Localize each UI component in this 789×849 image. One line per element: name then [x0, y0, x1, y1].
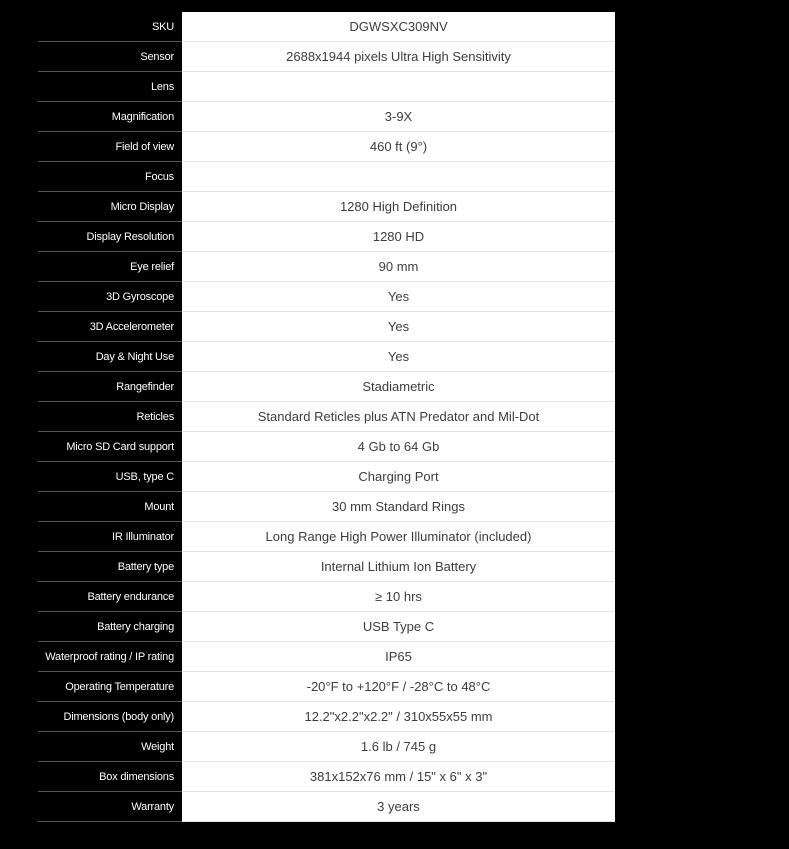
spec-value: 4 Gb to 64 Gb [182, 432, 615, 462]
spec-label: Weight [38, 732, 182, 762]
spec-label: 3D Accelerometer [38, 312, 182, 342]
spec-value [182, 72, 615, 102]
spec-label: Battery endurance [38, 582, 182, 612]
table-row [38, 612, 615, 642]
table-row [38, 702, 615, 732]
table-row [38, 762, 615, 792]
spec-value: 3-9X [182, 102, 615, 132]
spec-label: Sensor [38, 42, 182, 72]
spec-value: 1.6 lb / 745 g [182, 732, 615, 762]
table-row [38, 492, 615, 522]
table-row [38, 12, 615, 42]
spec-value: DGWSXC309NV [182, 12, 615, 42]
spec-value: Yes [182, 312, 615, 342]
spec-label: Field of view [38, 132, 182, 162]
spec-label: Micro SD Card support [38, 432, 182, 462]
spec-label: Display Resolution [38, 222, 182, 252]
table-row [38, 342, 615, 372]
table-row [38, 102, 615, 132]
spec-label: Box dimensions [38, 762, 182, 792]
table-row [38, 732, 615, 762]
table-row [38, 642, 615, 672]
spec-label: Focus [38, 162, 182, 192]
spec-label: Day & Night Use [38, 342, 182, 372]
table-row [38, 282, 615, 312]
spec-label: Dimensions (body only) [38, 702, 182, 732]
spec-value: -20°F to +120°F / -28°C to 48°C [182, 672, 615, 702]
spec-value: 12.2"x2.2"x2.2" / 310x55x55 mm [182, 702, 615, 732]
table-row [38, 72, 615, 102]
spec-value [182, 162, 615, 192]
table-row [38, 42, 615, 72]
spec-value: Charging Port [182, 462, 615, 492]
spec-value: Yes [182, 282, 615, 312]
spec-label: 3D Gyroscope [38, 282, 182, 312]
spec-label: Micro Display [38, 192, 182, 222]
spec-value: 3 years [182, 792, 615, 822]
spec-label: Magnification [38, 102, 182, 132]
spec-value: 2688x1944 pixels Ultra High Sensitivity [182, 42, 615, 72]
spec-label: Lens [38, 72, 182, 102]
spec-label: IR Illuminator [38, 522, 182, 552]
spec-value: 381x152x76 mm / 15" x 6" x 3" [182, 762, 615, 792]
spec-value: Stadiametric [182, 372, 615, 402]
spec-value: 30 mm Standard Rings [182, 492, 615, 522]
table-row [38, 792, 615, 822]
product-spec-table [38, 12, 615, 822]
spec-value: 460 ft (9°) [182, 132, 615, 162]
table-row [38, 432, 615, 462]
table-row [38, 162, 615, 192]
spec-value: 1280 HD [182, 222, 615, 252]
table-row [38, 222, 615, 252]
spec-label: Warranty [38, 792, 182, 822]
spec-value: USB Type C [182, 612, 615, 642]
table-row [38, 582, 615, 612]
spec-value: IP65 [182, 642, 615, 672]
spec-label: USB, type C [38, 462, 182, 492]
spec-value: Standard Reticles plus ATN Predator and Mil-Dot [182, 402, 615, 432]
spec-value: Internal Lithium Ion Battery [182, 552, 615, 582]
spec-value: Yes [182, 342, 615, 372]
table-row [38, 552, 615, 582]
table-row [38, 372, 615, 402]
spec-label: Mount [38, 492, 182, 522]
table-row [38, 672, 615, 702]
table-row [38, 132, 615, 162]
spec-label: Rangefinder [38, 372, 182, 402]
spec-label: Battery type [38, 552, 182, 582]
table-row [38, 312, 615, 342]
spec-label: Battery charging [38, 612, 182, 642]
spec-value: Long Range High Power Illuminator (included) [182, 522, 615, 552]
spec-label: Waterproof rating / IP rating [38, 642, 182, 672]
table-row [38, 402, 615, 432]
spec-value: 90 mm [182, 252, 615, 282]
table-row [38, 462, 615, 492]
spec-value: ≥ 10 hrs [182, 582, 615, 612]
table-row [38, 522, 615, 552]
spec-label: SKU [38, 12, 182, 42]
spec-label: Reticles [38, 402, 182, 432]
spec-value: 1280 High Definition [182, 192, 615, 222]
spec-label: Eye relief [38, 252, 182, 282]
spec-label: Operating Temperature [38, 672, 182, 702]
table-row [38, 192, 615, 222]
table-row [38, 252, 615, 282]
